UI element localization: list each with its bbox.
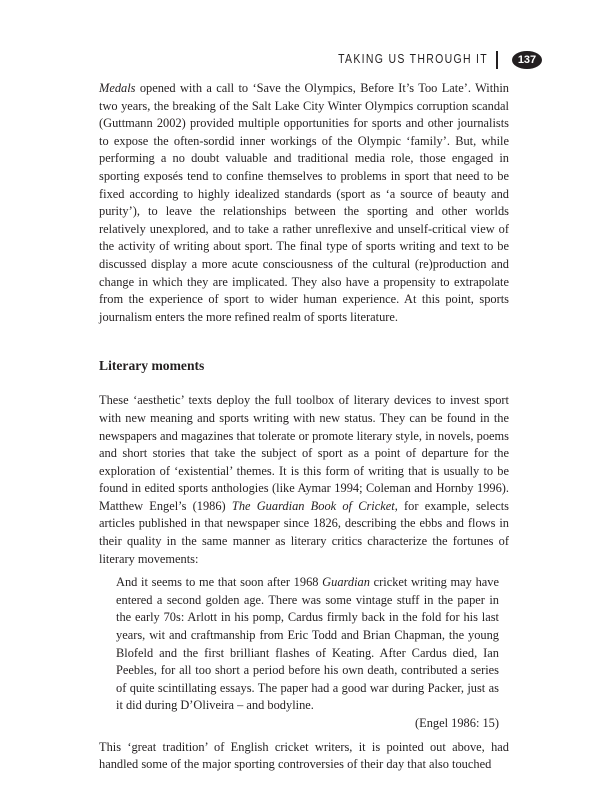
quote-text-a: And it seems to me that soon after 1968 — [116, 575, 323, 590]
quote-text-b: cricket writing may have entered a second golden age. There was some vintage stuff in the paper in the early 70s: Arlott in his pomp, Cardus firmly back in the fold for his last years, wit and craftmanship from Eric Todd and Brian Chapman, the young Blofeld and the first brilliant flashes of Keating. After Cardus died, Ian Peebles, for all too short a period before his own death, contributed a series of quite scintillating essays. The paper had a good war during Packer, just as it did during D’Oliveira – and bodyline. — [116, 575, 499, 713]
paragraph-1-text: opened with a call to ‘Save the Olympics, Before It’s Too Late’. Within two years, the breaking of the Salt Lake City Winter Olympics corruption scandal (Guttmann 2002) provided multiple opportunities for sports and other journalists to expose the often-sordid inner workings of the Olympic ‘family’. But, while performing a no doubt valuable and traditional media role, those engaged in sporting exposés tend to confine themselves to problems in sport that need to be fixed according to highly idealized standards (sport as ‘a source of beauty and purity’), to leave the relationships between the sporting and other worlds relatively unexplored, and to take a rather unreflexive and unself-critical view of the activity of writing about sport. The final type of sports writing and text to be discussed display a more acute consciousness of the cultural (re)production and change in which they are implicated. They also have a propensity to extrapolate from the experience of sport to wider human experience. At this point, sports journalism enters the more refined realm of sports literature. — [99, 81, 509, 324]
paragraph-2-text-b: , for example, selects articles published in that newspaper since 1826, describing the ebbs and flows in their quality in the same manner as literary critics characterize the fortunes of literary movements: — [99, 498, 510, 566]
book-title: The Guardian Book of Cricket — [231, 498, 395, 513]
block-quote — [116, 574, 499, 732]
running-head-divider — [496, 51, 498, 69]
section-heading: Literary moments — [99, 358, 205, 374]
paragraph-2 — [99, 392, 509, 568]
running-head — [0, 50, 606, 70]
quote-citation: (Engel 1986: 15) — [415, 716, 499, 730]
quote-text — [116, 574, 499, 715]
paragraph-3: This ‘great tradition’ of English cricket writers, it is pointed out above, had handled some of the major sporting controversies of their day that also touched — [99, 739, 509, 772]
page-body — [99, 80, 509, 774]
paragraph-1 — [99, 80, 509, 326]
title-medals: Medals — [99, 81, 136, 95]
page-number-badge: 137 — [512, 51, 542, 69]
quote-newspaper-title: Guardian — [322, 575, 370, 590]
running-head-title: TAKING US THROUGH IT — [338, 51, 488, 67]
paragraph-2-text-a: These ‘aesthetic’ texts deploy the full toolbox of literary devices to invest sport with new meaning and sports writing with new status. They can be found in the newspapers and magazines that tolerate or promote literary style, in novels, poems and short stories that take the subject of sport as a point of departure for the exploration of ‘existential’ themes. It is this form of writing that is usually to be found in edited sports anthologies (like Aymar 1994; Coleman and Hornby 1996). Matthew Engel’s (1986) — [99, 393, 509, 513]
